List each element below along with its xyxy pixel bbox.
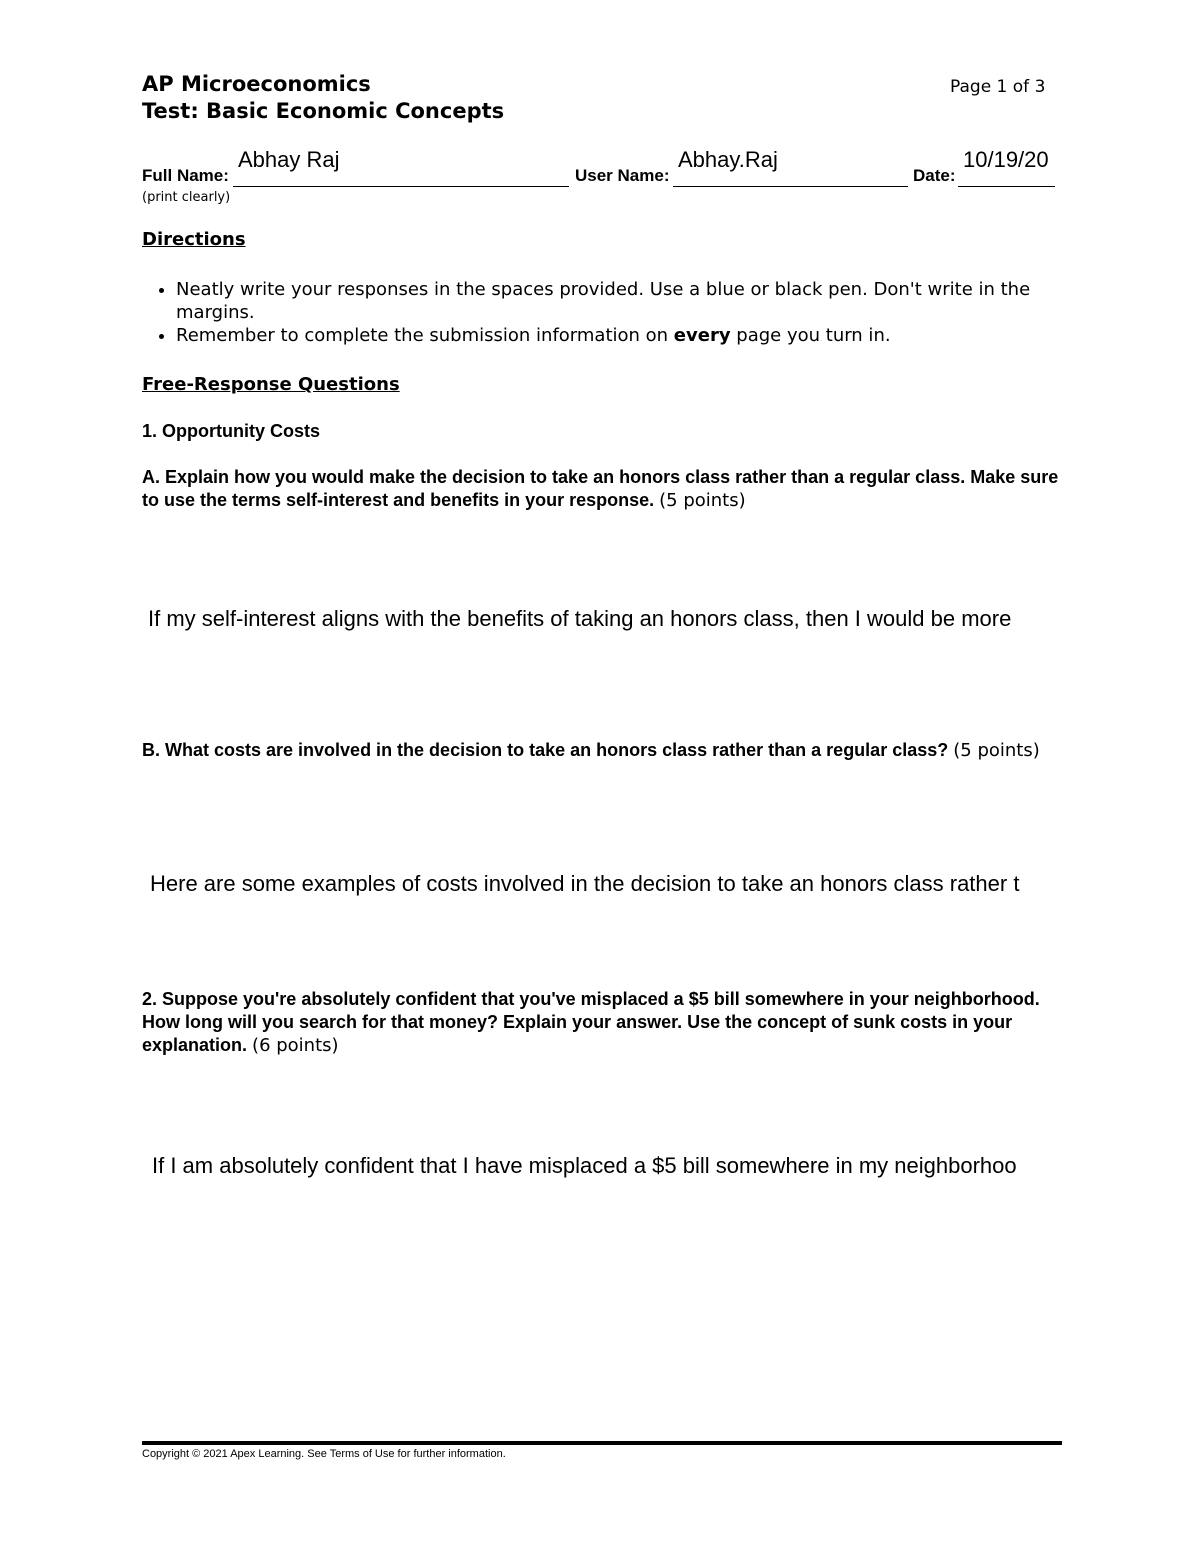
user-name-field[interactable]: Abhay.Raj xyxy=(678,147,778,172)
date-line xyxy=(958,186,1055,187)
question-2 xyxy=(142,988,1062,1057)
directions-item-text: page you turn in. xyxy=(730,325,891,346)
full-name-label: Full Name: xyxy=(142,166,229,185)
question-1a-points: (5 points) xyxy=(659,490,746,511)
question-2-points: (6 points) xyxy=(252,1035,339,1056)
test-title: Test: Basic Economic Concepts xyxy=(142,99,505,123)
question-1a-text: A. Explain how you would make the decision to take an honors class rather than a regular class. Make sure to use the terms self-interest and benefits in your response. xyxy=(142,467,1059,510)
question-1b-text: B. What costs are involved in the decision to take an honors class rather than a regular class? xyxy=(142,740,949,760)
question-1-title: 1. Opportunity Costs xyxy=(142,421,321,441)
directions-item: • Neatly write your responses in the spaces provided. Use a blue or black pen. Don't write in the margins. xyxy=(176,278,1062,324)
directions-item-text: Remember to complete the submission information on xyxy=(176,325,674,346)
question-1a xyxy=(142,466,1062,512)
question-1b-points: (5 points) xyxy=(953,740,1040,761)
directions-heading: Directions xyxy=(142,229,246,250)
date-field[interactable]: 10/19/20 xyxy=(963,147,1049,172)
directions-list xyxy=(142,278,1062,347)
footer-rule xyxy=(142,1441,1062,1445)
page-number: Page 1 of 3 xyxy=(950,77,1046,97)
answer-2[interactable]: If I am absolutely confident that I have misplaced a $5 bill somewhere in my neighborhoo xyxy=(152,1153,1017,1178)
question-1b xyxy=(142,739,1062,762)
full-name-line xyxy=(233,186,569,187)
print-clearly-note: (print clearly) xyxy=(142,190,231,205)
user-name-label: User Name: xyxy=(575,166,670,185)
answer-1a[interactable]: If my self-interest aligns with the benefits of taking an honors class, then I would be more xyxy=(148,606,1012,631)
user-name-line xyxy=(673,186,908,187)
directions-item xyxy=(176,324,1062,347)
answer-1b[interactable]: Here are some examples of costs involved in the decision to take an honors class rather t xyxy=(150,871,1020,896)
full-name-field[interactable]: Abhay Raj xyxy=(238,147,340,172)
question-2-text: 2. Suppose you're absolutely confident that you've misplaced a $5 bill somewhere in your neighborhood. How long will you search for that money? Explain your answer. Use the concept of sunk costs in your explanation. xyxy=(142,989,1040,1055)
course-title: AP Microeconomics xyxy=(142,72,371,96)
directions-item-emphasis: every xyxy=(673,325,731,346)
copyright-notice: Copyright © 2021 Apex Learning. See Terms of Use for further information. xyxy=(142,1448,506,1460)
frq-heading: Free-Response Questions xyxy=(142,374,400,395)
date-label: Date: xyxy=(913,166,956,185)
